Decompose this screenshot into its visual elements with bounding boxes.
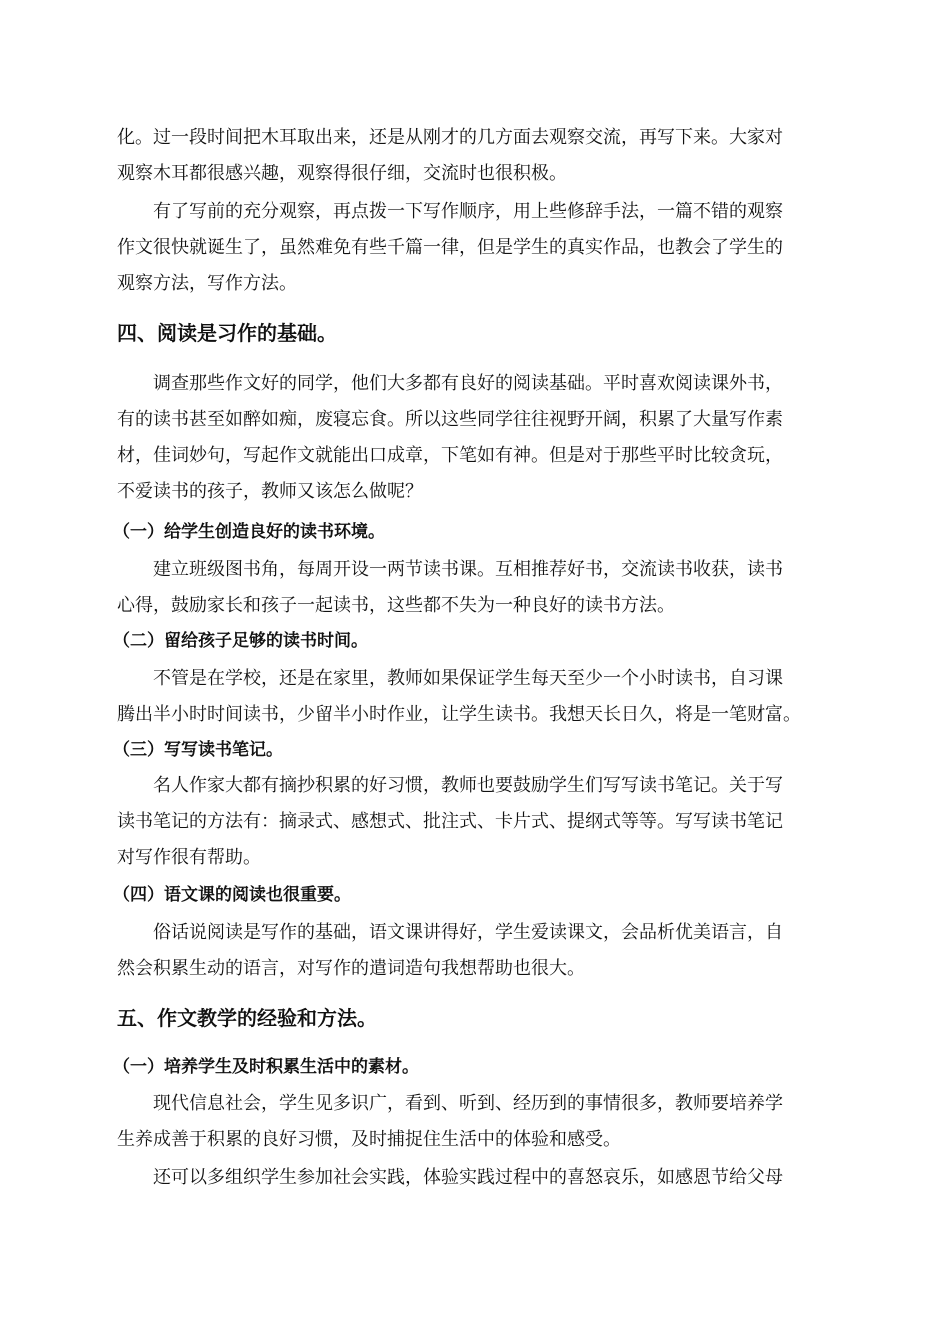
paragraph-social-practice [117, 1160, 837, 1196]
text-line: 化。过一段时间把木耳取出来，还是从刚才的几方面去观察交流，再写下来。大家对 [117, 127, 783, 148]
subheading-5-1 [113, 1053, 833, 1081]
text-line: 不管是在学校，还是在家里，教师如果保证学生每天至少一个小时读书，自习课 [153, 668, 783, 689]
paragraph-reading-environment [117, 552, 837, 624]
text-line: 建立班级图书角，每周开设一两节读书课。互相推荐好书，交流读书收获，读书 [153, 559, 783, 580]
section-heading-4 [117, 318, 837, 348]
text-line: 俗话说阅读是写作的基础，语文课讲得好，学生爱读课文，会品析优美语言，自 [153, 922, 783, 943]
subheading-4-1 [113, 518, 833, 546]
section-heading-5 [117, 1003, 837, 1033]
subheading-4-4 [113, 881, 833, 909]
text-line: 作文很快就诞生了，虽然难免有些千篇一律，但是学生的真实作品，也教会了学生的 [117, 237, 783, 258]
subheading-text: （一）培养学生及时积累生活中的素材。 [113, 1057, 419, 1077]
text-line: 现代信息社会，学生见多识广，看到、听到、经历到的事情很多，教师要培养学 [153, 1093, 783, 1114]
paragraph-reading-intro [117, 366, 837, 510]
paragraph-observation-end [117, 120, 837, 192]
text-line: 不爱读书的孩子，教师又该怎么做呢？ [117, 481, 423, 502]
text-line: 对写作很有帮助。 [117, 847, 261, 868]
text-line: 材，佳词妙句，写起作文就能出口成章，下笔如有神。但是对于那些平时比较贪玩， [117, 445, 783, 466]
paragraph-observation-summary [117, 194, 837, 302]
subheading-text: （二）留给孩子足够的读书时间。 [113, 631, 368, 651]
text-line: 然会积累生动的语言，对写作的遣词造句我想帮助也很大。 [117, 958, 585, 979]
heading-teaching-methods: 五、作文教学的经验和方法。 [117, 1006, 377, 1030]
text-line: 名人作家大都有摘抄积累的好习惯，教师也要鼓励学生们写写读书笔记。关于写 [153, 775, 783, 796]
text-line: 还可以多组织学生参加社会实践，体验实践过程中的喜怒哀乐，如感恩节给父母 [153, 1167, 783, 1188]
heading-reading-foundation: 四、阅读是习作的基础。 [117, 321, 337, 345]
paragraph-reading-time [117, 661, 837, 733]
subheading-4-3 [113, 736, 833, 764]
subheading-4-2 [113, 627, 833, 655]
text-line: 读书笔记的方法有：摘录式、感想式、批注式、卡片式、提纲式等等。写写读书笔记 [117, 811, 783, 832]
subheading-text: （三）写写读书笔记。 [113, 740, 283, 760]
paragraph-reading-notes [117, 768, 837, 876]
text-line: 有的读书甚至如醉如痴，废寝忘食。所以这些同学往往视野开阔，积累了大量写作素 [117, 409, 783, 430]
subheading-text: （一）给学生创造良好的读书环境。 [113, 522, 385, 542]
paragraph-accumulate-material [117, 1086, 837, 1158]
text-line: 调查那些作文好的同学，他们大多都有良好的阅读基础。平时喜欢阅读课外书， [153, 373, 783, 394]
text-line: 心得，鼓励家长和孩子一起读书，这些都不失为一种良好的读书方法。 [117, 595, 675, 616]
text-line: 生养成善于积累的良好习惯，及时捕捉住生活中的体验和感受。 [117, 1129, 621, 1150]
text-line: 腾出半小时时间读书，少留半小时作业，让学生读书。我想天长日久，将是一笔财富。 [117, 704, 801, 725]
text-line: 观察方法，写作方法。 [117, 273, 297, 294]
paragraph-chinese-class [117, 915, 837, 987]
text-line: 观察木耳都很感兴趣，观察得很仔细，交流时也很积极。 [117, 163, 567, 184]
text-line: 有了写前的充分观察，再点拨一下写作顺序，用上些修辞手法，一篇不错的观察 [153, 201, 783, 222]
subheading-text: （四）语文课的阅读也很重要。 [113, 885, 351, 905]
